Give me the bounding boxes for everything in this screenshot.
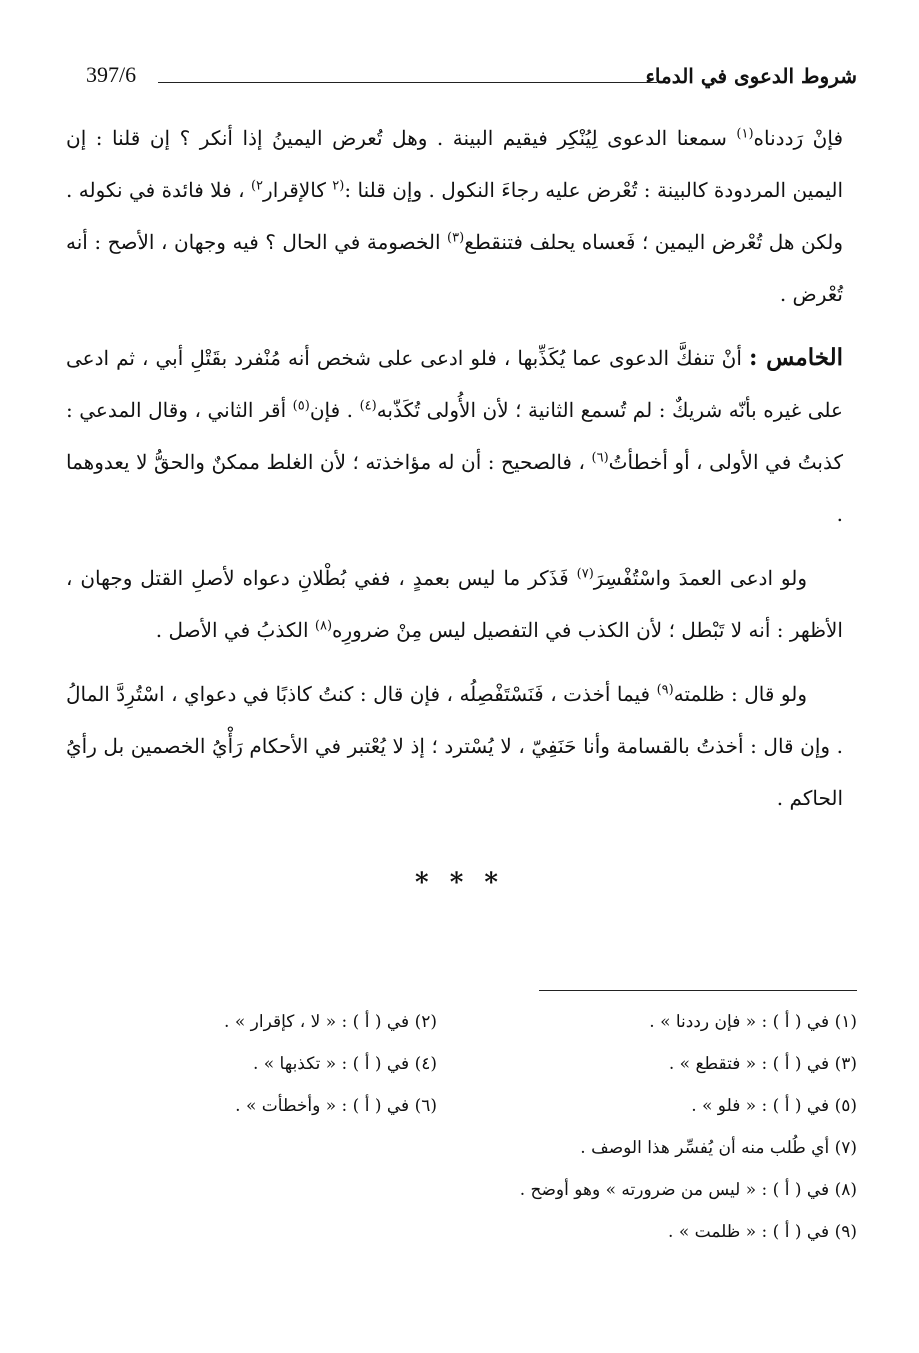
text-run: ، فالصحيح : أن له مؤاخذته ؛ لأن الغلط ممكنٌ والحقُّ لا يعدوهما .	[66, 450, 843, 526]
footnote-ref-1: (١)	[736, 126, 754, 142]
section-separator: * * *	[415, 868, 504, 898]
text-run: سمعنا الدعوى لِيُنْكِر فيقيم البينة . وهل تُعرض اليمينُ إذا أنكر ؟ إن قلنا : إن اليمين المردودة كالبينة : تُعْرض عليه رجاءَ النكول . وإن قلنا :	[66, 126, 844, 202]
footnote-row	[60, 1222, 857, 1264]
text-run: الخصومة في الحال ؟ فيه وجهان ، الأصح : أنه تُعْرض .	[66, 230, 843, 306]
footnote-ref-2-close: ٢)	[250, 178, 264, 194]
footnote-ref-2-open: (٢	[332, 178, 345, 194]
footnote-ref-3: (٣)	[447, 230, 465, 246]
footnote-9: (٩) في ( أ ) : « ظلمت » .	[668, 1222, 857, 1242]
paragraph-1	[66, 112, 843, 320]
footnote-8: (٨) في ( أ ) : « ليس من ضرورته » وهو أوضح .	[519, 1180, 857, 1200]
footnote-7: (٧) أي طُلب منه أن يُفسِّر هذا الوصف .	[580, 1138, 857, 1158]
footnote-5: (٥) في ( أ ) : « فلو » .	[691, 1096, 857, 1116]
text-run: ، فلا فائدة في نكوله . ولكن هل تُعْرض اليمين ؛ فَعساه يحلف فتنقطع	[66, 178, 843, 254]
running-title: شروط الدعوى في الدماء	[645, 64, 857, 88]
footnote-row	[60, 1054, 857, 1096]
footnote-4: (٤) في ( أ ) : « تكذبها » .	[252, 1054, 437, 1074]
footnote-ref-6: (٦)	[591, 450, 609, 466]
text-run: أنْ تنفكَّ الدعوى عما يُكَذِّبها ، فلو ادعى على شخص أنه مُنْفرد بقَتْلِ أبي ، ثم ادعى على غيره بأنّه شريكٌ : لم تُسمع الثانية ؛ لأن الأُولى تُكَذّبه	[66, 346, 843, 422]
text-run: فيما أخذت ، فَنَسْتَفْصِلُه ، فإن قال : كنتُ كاذبًا في دعواي ، اسْتُرِدَّ المالُ . وإن قال : أخذتُ بالقسامة وأنا حَنَفِيّ ، لا يُسْترد ؛ إذ لا يُعْتبر في الأحكام رَأْيُ الخصمين بل رأيُ الحاكم .	[66, 682, 843, 810]
running-header	[86, 60, 857, 94]
footnote-row	[60, 1096, 857, 1138]
footnote-row	[60, 1138, 857, 1180]
section-lead-word: الخامس :	[748, 344, 843, 371]
page-number: 397/6	[86, 62, 137, 87]
footnote-6: (٦) في ( أ ) : « وأخطأت » .	[235, 1096, 437, 1116]
text-run: . فإن	[309, 398, 360, 422]
text-run: ولو قال : ظلمته	[673, 682, 807, 706]
paragraph-3	[66, 552, 843, 656]
footnote-ref-7: (٧)	[576, 566, 594, 582]
text-run: فإنْ رَددناه	[753, 126, 844, 150]
footnote-2: (٢) في ( أ ) : « لا ، كإقرار » .	[224, 1012, 437, 1032]
footnote-ref-8: (٨)	[314, 618, 333, 634]
text-run: فَذَكر ما ليس بعمدٍ ، ففي بُطْلانِ دعواه لأصلِ القتل وجهان ، الأظهر : أنه لا تَبْطل ؛ لأن الكذب في التفصيل ليس مِنْ ضرورِه	[66, 566, 843, 642]
footnote-ref-9: (٩)	[656, 682, 674, 698]
main-text	[66, 112, 843, 836]
footnote-1: (١) في ( أ ) : « فإن رددنا » .	[649, 1012, 857, 1032]
paragraph-2	[66, 332, 843, 540]
footnote-row	[60, 1180, 857, 1222]
header-rule	[158, 82, 657, 83]
footnote-ref-5: (٥)	[292, 398, 310, 414]
text-run: الكذبُ في الأصل .	[155, 618, 315, 642]
footnote-3: (٣) في ( أ ) : « فتقطع » .	[668, 1054, 857, 1074]
text-run: ولو ادعى العمدَ واسْتُفْسِرَ	[593, 566, 807, 590]
footnote-rule	[539, 990, 857, 991]
text-run: كالإقرار	[263, 178, 333, 202]
footnote-ref-4: (٤)	[359, 398, 377, 414]
paragraph-4	[66, 668, 843, 824]
footnotes	[60, 1012, 857, 1264]
footnote-row	[60, 1012, 857, 1054]
text-run: أقر الثاني ، وقال المدعي : كذبتُ في الأولى ، أو أخطأتُ	[66, 398, 843, 474]
